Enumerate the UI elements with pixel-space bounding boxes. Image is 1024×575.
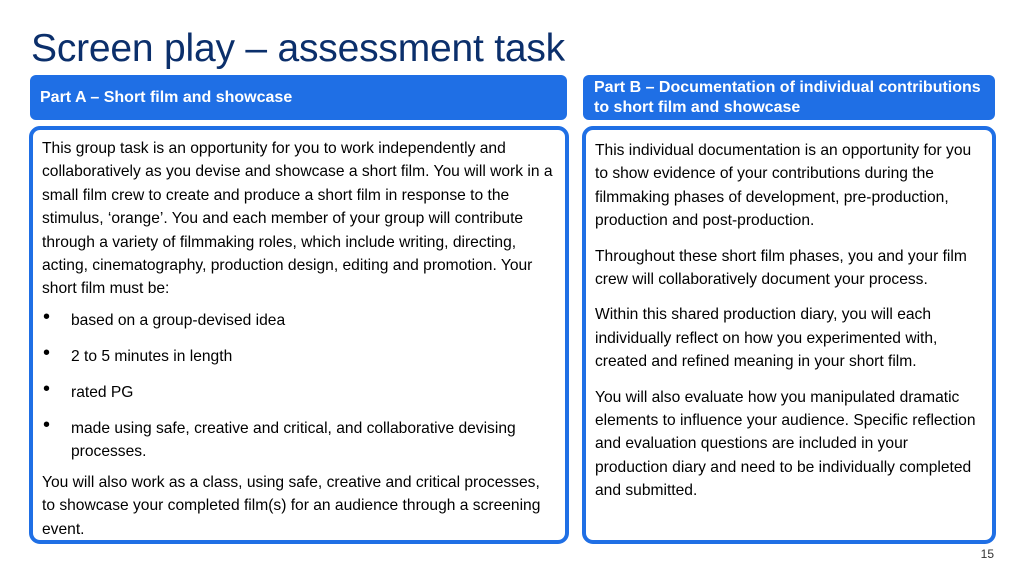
part-a-header-label: Part A – Short film and showcase [40, 88, 293, 106]
part-b-paragraph: You will also evaluate how you manipulated dramatic elements to influence your audience. Specific reflection and evaluation questions are included in your production diary and need to be individually completed and submitted. [595, 388, 976, 500]
part-a-header [30, 75, 567, 120]
bullet-icon: • [43, 341, 51, 364]
part-b-paragraph: Throughout these short film phases, you and your film crew will collaboratively document your process. [595, 247, 967, 289]
part-b-header [583, 75, 995, 120]
part-b-content-box [582, 126, 996, 544]
slide-title: Screen play – assessment task [31, 27, 565, 70]
page-number: 15 [980, 547, 994, 561]
list-item-text: made using safe, creative and critical, and collaborative devising processes. [71, 419, 516, 460]
list-item [42, 305, 557, 332]
part-b-paragraph: This individual documentation is an opportunity for you to show evidence of your contributions during the filmmaking phases of development, pre-production, production and post-production. [595, 142, 972, 230]
bullet-icon: • [43, 305, 51, 328]
part-a-requirements-list [42, 305, 557, 463]
part-a-intro: This group task is an opportunity for you to work independently and collaboratively as you devise and showcase a short film. You will work in a small film crew to create and produce a short film in response to the stimulus, ‘orange’. You and each member of your group will contribute through a variety of filmmaking roles, which include writing, directing, acting, cinematography, production design, editing and promotion. Your short film must be: [42, 140, 553, 298]
part-a-outro: You will also work as a class, using safe, creative and critical processes, to showcase your completed film(s) for an audience through a screening event. [42, 473, 541, 538]
part-b-header-label: Part B – Documentation of individual contributions to short film and showcase [594, 78, 981, 116]
list-item [42, 341, 557, 368]
list-item [42, 377, 557, 404]
list-item [42, 413, 557, 463]
part-b-paragraph: Within this shared production diary, you will each individually reflect on how you experimented with, created and refined meaning in your short film. [595, 306, 938, 371]
bullet-icon: • [43, 377, 51, 400]
list-item-text: rated PG [71, 383, 134, 401]
part-a-content-box [29, 126, 569, 544]
list-item-text: based on a group-devised idea [71, 311, 286, 329]
list-item-text: 2 to 5 minutes in length [71, 347, 233, 365]
bullet-icon: • [43, 413, 51, 436]
